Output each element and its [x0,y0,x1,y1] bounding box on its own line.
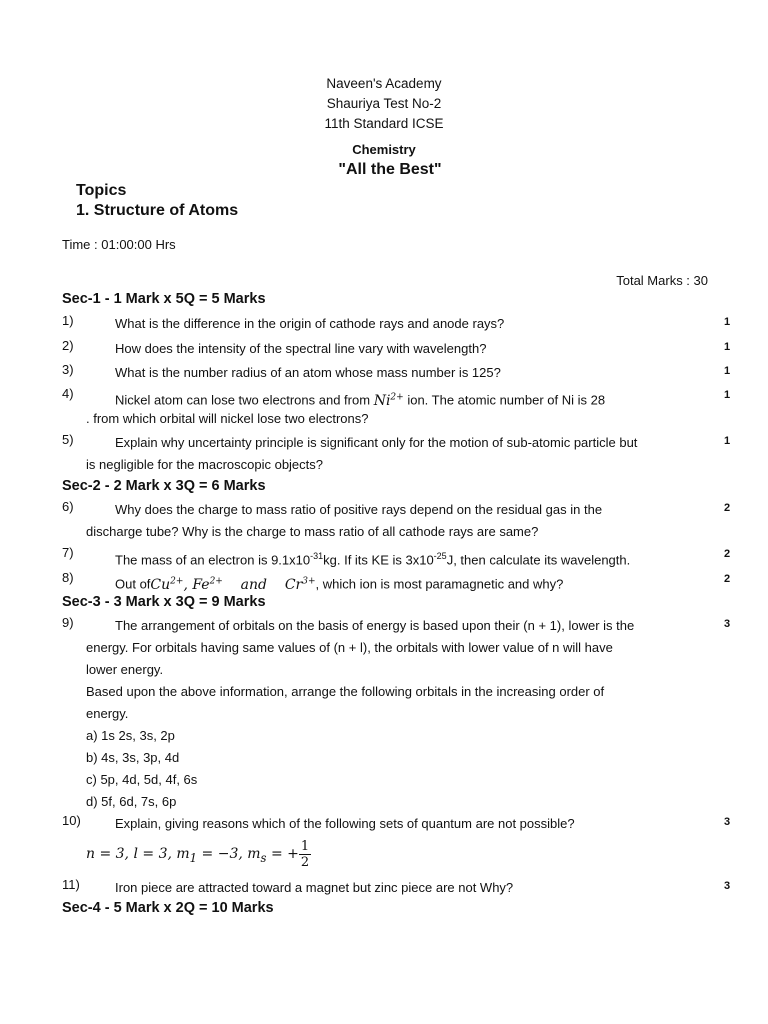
question-text [115,570,563,596]
question-text: How does the intensity of the spectral line vary with wavelength? [115,341,487,356]
ion-charge: 2+ [209,576,223,586]
question-mark: 1 [724,365,731,377]
question-mark: 2 [724,502,731,514]
question-number: 8) [62,570,74,585]
question-text: Why does the charge to mass ratio of positive rays depend on the residual gas in the [115,502,603,517]
ion-charge: 3+ [302,576,316,586]
conjunction: and [240,576,267,593]
standard: 11th Standard ICSE [324,116,444,131]
time-allowed: Time : 01:00:00 Hrs [62,237,176,252]
denominator: 2 [300,854,310,870]
question-mark: 3 [724,816,731,828]
subject: Chemistry [352,142,416,157]
subscript: s [260,850,267,865]
question-line: energy. For orbitals having same values of (n + l), the orbitals with lower value of n will have [86,640,613,655]
question-line: Based upon the above information, arrange the following orbitals in the increasing order of [86,684,605,699]
nickel-ion [374,393,404,409]
question-text: Explain why uncertainty principle is significant only for the motion of sub-atomic particle but [115,435,638,450]
question-text-part: J, then calculate its wavelength. [446,552,631,568]
question-number: 5) [62,432,74,447]
question-text-part: ion. The atomic number of Ni is 28 [407,392,606,408]
ion-charge: 2+ [170,576,184,586]
question-number: 3) [62,362,74,377]
ion-symbol: Cu [150,576,171,593]
question-text [115,545,630,571]
ion-symbol: Cr [284,576,303,593]
question-line: energy. [86,706,129,721]
question-text-part: Out of [115,576,151,592]
ion-symbol: Fe [192,576,210,593]
question-number: 6) [62,499,74,514]
option-b: b) 4s, 3s, 3p, 4d [86,750,180,765]
section-heading: Sec-1 - 1 Mark x 5Q = 5 Marks [62,291,266,307]
question-text-part: Nickel atom can lose two electrons and from [115,392,371,408]
ion-list: $Cu^{2+}$, $Fe^{2+}$ and $Cr^{3+}$ [150,576,316,593]
question-text-part: kg. If its KE is 3x10 [323,552,434,568]
question-number: 4) [62,386,74,401]
exponent: -25 [433,551,447,561]
formula-part: = + [266,846,299,862]
tagline: "All the Best" [338,161,442,178]
question-mark: 3 [724,880,731,892]
question-text: Iron piece are attracted toward a magnet but zinc piece are not Why? [115,880,514,895]
exponent: -31 [310,551,324,561]
question-mark: 1 [724,389,731,401]
ion-charge: 2+ [390,392,404,402]
question-continuation: . from which orbital will nickel lose two electrons? [86,411,369,426]
question-text: The arrangement of orbitals on the basis of energy is based upon their (n + 1), lower is the [115,618,635,633]
question-text-part: The mass of an electron is 9.1x10 [115,552,311,568]
test-name: Shauriya Test No-2 [326,96,442,111]
question-text-part: , which ion is most paramagnetic and why? [315,576,564,592]
option-a: a) 1s 2s, 3s, 2p [86,728,175,743]
question-mark: 2 [724,573,731,585]
formula-part: = −3, m [197,846,261,862]
quantum-formula [86,837,311,875]
question-line: lower energy. [86,662,164,677]
ion-symbol: Ni [373,392,391,409]
section-heading: Sec-3 - 3 Mark x 3Q = 9 Marks [62,594,266,610]
numerator: 1 [300,838,310,854]
question-mark: 2 [724,548,731,560]
academy-name: Naveen's Academy [326,76,442,91]
topic-item: 1. Structure of Atoms [76,202,239,219]
formula-part: n = 3, l = 3, m [86,846,190,862]
question-continuation: is negligible for the macroscopic objects? [86,457,324,472]
question-number: 1) [62,313,74,328]
question-text: What is the number radius of an atom whose mass number is 125? [115,365,501,380]
fraction [299,839,311,870]
question-number: 7) [62,545,74,560]
topics-heading: Topics [76,182,127,199]
question-mark: 1 [724,341,731,353]
question-mark: 3 [724,618,731,630]
question-mark: 1 [724,435,731,447]
option-d: d) 5f, 6d, 7s, 6p [86,794,177,809]
section-heading: Sec-2 - 2 Mark x 3Q = 6 Marks [62,478,266,494]
question-mark: 1 [724,316,731,328]
question-number: 11) [62,877,80,892]
question-number: 10) [62,813,81,828]
total-marks: Total Marks : 30 [616,273,708,288]
question-number: 9) [62,615,74,630]
question-text: What is the difference in the origin of cathode rays and anode rays? [115,316,505,331]
question-text: Explain, giving reasons which of the following sets of quantum are not possible? [115,816,575,831]
subscript: 1 [189,850,198,865]
option-c: c) 5p, 4d, 5d, 4f, 6s [86,772,198,787]
question-number: 2) [62,338,74,353]
question-continuation: discharge tube? Why is the charge to mass ratio of all cathode rays are same? [86,524,539,539]
section-heading: Sec-4 - 5 Mark x 2Q = 10 Marks [62,900,274,916]
